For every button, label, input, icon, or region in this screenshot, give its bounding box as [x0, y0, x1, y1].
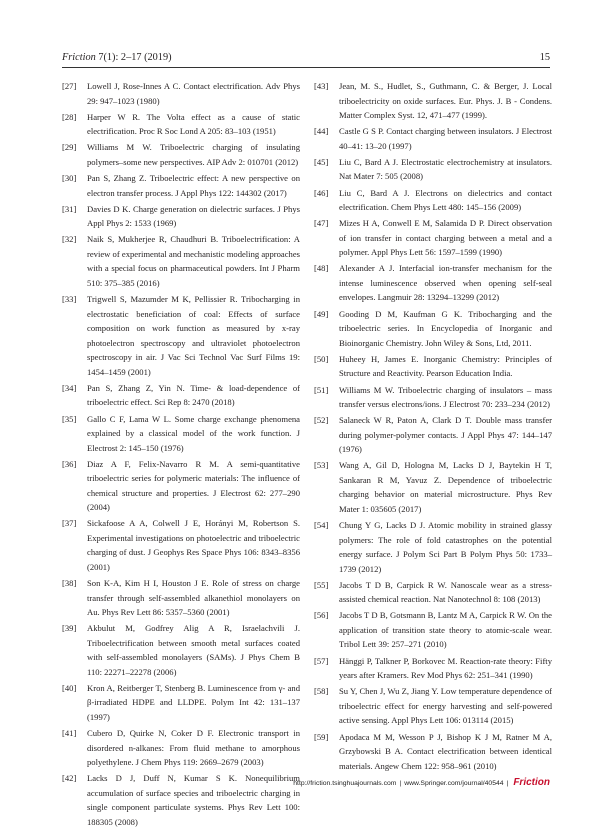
reference-number: [33] — [62, 294, 77, 305]
reference-text: Jacobs T D B, Carpick R W. Nanoscale wear as a stress-assisted chemical reaction. Nat Nanotechnol 8: 108 (2013) — [339, 579, 552, 605]
reference-item — [314, 578, 552, 607]
reference-number: [50] — [314, 353, 329, 364]
reference-item — [62, 516, 300, 574]
reference-item — [314, 155, 552, 184]
reference-text: Son K-A, Kim H I, Houston J E. Role of stress on charge transfer through self-assembled alkanethiol monolayers on Au. Phys Rev Lett 86: 5357–5360 (2001) — [87, 578, 300, 618]
reference-text: Williams M W. Triboelectric charging of insulating polymers–some new perspectives. AIP Adv 2: 010701 (2012) — [87, 142, 300, 167]
reference-text: Apodaca M M, Wesson P J, Bishop K J M, Ratner M A, Grzybowski B A. Contact electrification between identical materials. Angew Chem 122: 958–961 (2010) — [339, 731, 552, 771]
reference-number: [30] — [62, 173, 77, 184]
reference-number: [57] — [314, 655, 329, 666]
reference-item — [62, 681, 300, 725]
reference-text: Trigwell S, Mazumder M K, Pellissier R. Tribocharging in electrostatic beneficiation of coal: Effects of surface composition on work function as measured by x-ray photoelectron spectroscopy and ultraviolet photoelectron spectroscopy in air. J Vac Sci Technol Vac Surf Films 19: 1454–1459 (2001) — [87, 294, 300, 377]
footer-journal-url[interactable]: http://friction.tsinghuajournals.com — [293, 780, 397, 787]
reference-number: [59] — [314, 731, 329, 742]
reference-item — [62, 140, 300, 169]
reference-number: [52] — [314, 415, 329, 426]
footer-separator: | — [399, 780, 402, 787]
reference-text: Pan S, Zhang Z, Yin N. Time- & load-dependence of triboelectric effect. Sci Rep 8: 2470 (2018) — [87, 382, 300, 408]
reference-item — [62, 771, 300, 829]
reference-item — [314, 413, 552, 457]
reference-number: [53] — [314, 460, 329, 471]
reference-item — [314, 608, 552, 652]
reference-number: [38] — [62, 578, 77, 589]
page-footer — [293, 777, 550, 788]
reference-item — [62, 412, 300, 456]
reference-item — [314, 730, 552, 774]
reference-number: [34] — [62, 382, 77, 393]
reference-item — [314, 79, 552, 123]
reference-text: Huheey H, James E. Inorganic Chemistry: Principles of Structure and Reactivity. Pearson Education India. — [339, 353, 552, 379]
journal-name: Friction — [62, 52, 96, 63]
footer-separator: | — [506, 780, 509, 787]
reference-text: Salaneck W R, Paton A, Clark D T. Double mass transfer during polymer-polymer contacts. J Appl Phys 47: 144–147 (1976) — [339, 415, 552, 455]
reference-number: [28] — [62, 111, 77, 122]
reference-number: [27] — [62, 81, 77, 91]
reference-number: [48] — [314, 263, 329, 274]
reference-item — [62, 381, 300, 410]
reference-text: Castle G S P. Contact charging between insulators. J Electrost 40–41: 13–20 (1997) — [339, 126, 552, 151]
reference-text: Naik S, Mukherjee R, Chaudhuri B. Triboelectrification: A review of experimental and mechanistic modeling approaches with a special focus on pharmaceutical powders. Int J Pharm 510: 375–385 (2016) — [87, 234, 300, 288]
reference-text: Pan S, Zhang Z. Triboelectric effect: A new perspective on electron transfer process. J Appl Phys 122: 144302 (2017) — [87, 173, 300, 198]
reference-number: [37] — [62, 518, 77, 529]
reference-number: [55] — [314, 579, 329, 590]
reference-text: Su Y, Chen J, Wu Z, Jiang Y. Low temperature dependence of triboelectric effect for energy harvesting and self-powered active sensing. Appl Phys Lett 106: 013114 (2015) — [339, 686, 552, 726]
reference-text: Jacobs T D B, Gotsmann B, Lantz M A, Carpick R W. On the application of transition state theory to atomic-scale wear. Tribol Lett 39: 257–271 (2010) — [339, 610, 552, 650]
reference-item — [62, 621, 300, 679]
reference-item — [314, 383, 552, 412]
reference-number: [58] — [314, 686, 329, 697]
reference-number: [40] — [62, 682, 77, 693]
reference-item — [314, 216, 552, 260]
reference-number: [46] — [314, 187, 329, 198]
reference-text: Cubero D, Quirke N, Coker D F. Electronic transport in disordered n-alkanes: From fluid methane to amorphous polyethylene. J Chem Phys 119: 2669–2679 (2003) — [87, 728, 300, 768]
reference-number: [45] — [314, 156, 329, 167]
journal-citation — [62, 52, 172, 63]
reference-item — [314, 654, 552, 683]
reference-item — [314, 684, 552, 728]
reference-number: [39] — [62, 623, 77, 634]
friction-logo: Friction — [513, 777, 550, 788]
reference-number: [32] — [62, 234, 77, 245]
reference-text: Liu C, Bard A J. Electrons on dielectrics and contact electrification. Chem Phys Lett 480: 145–156 (2009) — [339, 187, 552, 213]
reference-text: Akbulut M, Godfrey Alig A R, Israelachvili J. Triboelectrification between smooth metal surfaces coated with self-assembled monolayers (SAMs). J Phys Chem B 110: 22271–22278 (2006) — [87, 623, 300, 677]
reference-number: [41] — [62, 728, 77, 739]
reference-number: [54] — [314, 520, 329, 531]
reference-item — [62, 576, 300, 620]
reference-item — [62, 110, 300, 139]
references-right-column — [314, 79, 552, 775]
volume-issue-pages: 7(1): 2–17 (2019) — [98, 52, 172, 63]
reference-text: Jean, M. S., Hudlet, S., Guthmann, C. & Berger, J. Local triboelectricity on oxide surfaces. Eur. Phys. J. B - Condens. Matter Complex Syst. 12, 471–477 (1999). — [339, 81, 552, 120]
reference-number: [51] — [314, 384, 329, 395]
reference-number: [44] — [314, 126, 329, 137]
reference-text: Wang A, Gil D, Hologna M, Lacks D J, Baytekin H T, Sankaran R M, Yavuz Z. Dependence of triboelectric charging behavior on material microstructure. Phys Rev Mater 1: 035605 (2017) — [339, 460, 552, 514]
reference-text: Lacks D J, Duff N, Kumar S K. Nonequilibrium accumulation of surface species and triboelectric charging in single component particulate systems. Phys Rev Lett 100: 188305 (2008) — [87, 773, 300, 827]
reference-number: [35] — [62, 413, 77, 424]
reference-text: Davies D K. Charge generation on dielectric surfaces. J Phys Appl Phys 2: 1533 (1969) — [87, 203, 300, 229]
page-number: 15 — [539, 52, 550, 63]
reference-text: Williams M W. Triboelectric charging of insulators – mass transfer versus electrons/ions. J Electrost 70: 233–234 (2012) — [339, 384, 552, 409]
reference-item — [314, 124, 552, 153]
reference-item — [62, 292, 300, 379]
reference-number: [47] — [314, 218, 329, 229]
reference-item — [314, 307, 552, 351]
reference-item — [314, 458, 552, 516]
reference-item — [62, 79, 300, 108]
reference-number: [56] — [314, 610, 329, 621]
reference-number: [36] — [62, 458, 77, 469]
reference-text: Diaz A F, Felix-Navarro R M. A semi-quantitative triboelectric series for polymeric materials: The influence of chemical structure and properties. J Electrost 62: 277–290 (2004) — [87, 458, 300, 513]
reference-text: Mizes H A, Conwell E M, Salamida D P. Direct observation of ion transfer in contact charging between a metal and a polymer. Appl Phys Lett 56: 1597–1599 (1990) — [339, 218, 552, 258]
reference-text: Chung Y G, Lacks D J. Atomic mobility in strained glassy polymers: The role of fold catastrophes on the potential energy surface. J Polym Sci Part B Polym Phys 50: 1733–1739 (2012) — [339, 520, 552, 574]
reference-item — [62, 232, 300, 290]
reference-text: Kron A, Reitberger T, Stenberg B. Luminescence from γ- and β-irradiated HDPE and LLDPE. Polym Int 42: 131–137 (1997) — [87, 682, 300, 722]
reference-text: Alexander A J. Interfacial ion-transfer mechanism for the intense luminescence observed when opening self-seal envelopes. Langmuir 28: 13294–13299 (2012) — [339, 263, 552, 303]
reference-item — [314, 186, 552, 215]
reference-text: Harper W R. The Volta effect as a cause of static electrification. Proc R Soc Lond A 205: 83–103 (1951) — [87, 111, 300, 137]
reference-number: [31] — [62, 203, 77, 214]
reference-item — [62, 726, 300, 770]
header-rule — [62, 67, 550, 68]
reference-item — [314, 261, 552, 305]
reference-item — [62, 171, 300, 200]
reference-number: [49] — [314, 308, 329, 319]
reference-item — [314, 352, 552, 381]
references-left-column — [62, 79, 300, 831]
reference-text: Gooding D M, Kaufman G K. Tribocharging and the triboelectric series. In Encyclopedia of Inorganic and Bioinorganic Chemistry. John Wiley & Sons, Ltd, 2011. — [339, 308, 552, 348]
reference-item — [62, 202, 300, 231]
page-header — [62, 52, 550, 68]
reference-text: Hänggi P, Talkner P, Borkovec M. Reaction-rate theory: Fifty years after Kramers. Rev Mod Phys 62: 251–341 (1990) — [339, 655, 552, 681]
reference-text: Liu C, Bard A J. Electrostatic electrochemistry at insulators. Nat Mater 7: 505 (2008) — [339, 156, 552, 182]
reference-item — [314, 518, 552, 576]
reference-text: Lowell J, Rose-Innes A C. Contact electrification. Adv Phys 29: 947–1023 (1980) — [87, 81, 300, 106]
footer-springer-url[interactable]: www.Springer.com/journal/40544 — [404, 780, 504, 787]
reference-number: [43] — [314, 81, 329, 91]
reference-number: [29] — [62, 142, 77, 153]
reference-item — [62, 457, 300, 515]
reference-text: Sickafoose A A, Colwell J E, Horányi M, Robertson S. Experimental investigations on photoelectric and triboelectric charging of dust. J Geophys Res Space Phys 106: 8343–8356 (2001) — [87, 518, 300, 572]
reference-text: Gallo C F, Lama W L. Some charge exchange phenomena explained by a classical model of the work function. J Electrost 2: 145–150 (1976) — [87, 413, 300, 453]
reference-number: [42] — [62, 773, 77, 784]
